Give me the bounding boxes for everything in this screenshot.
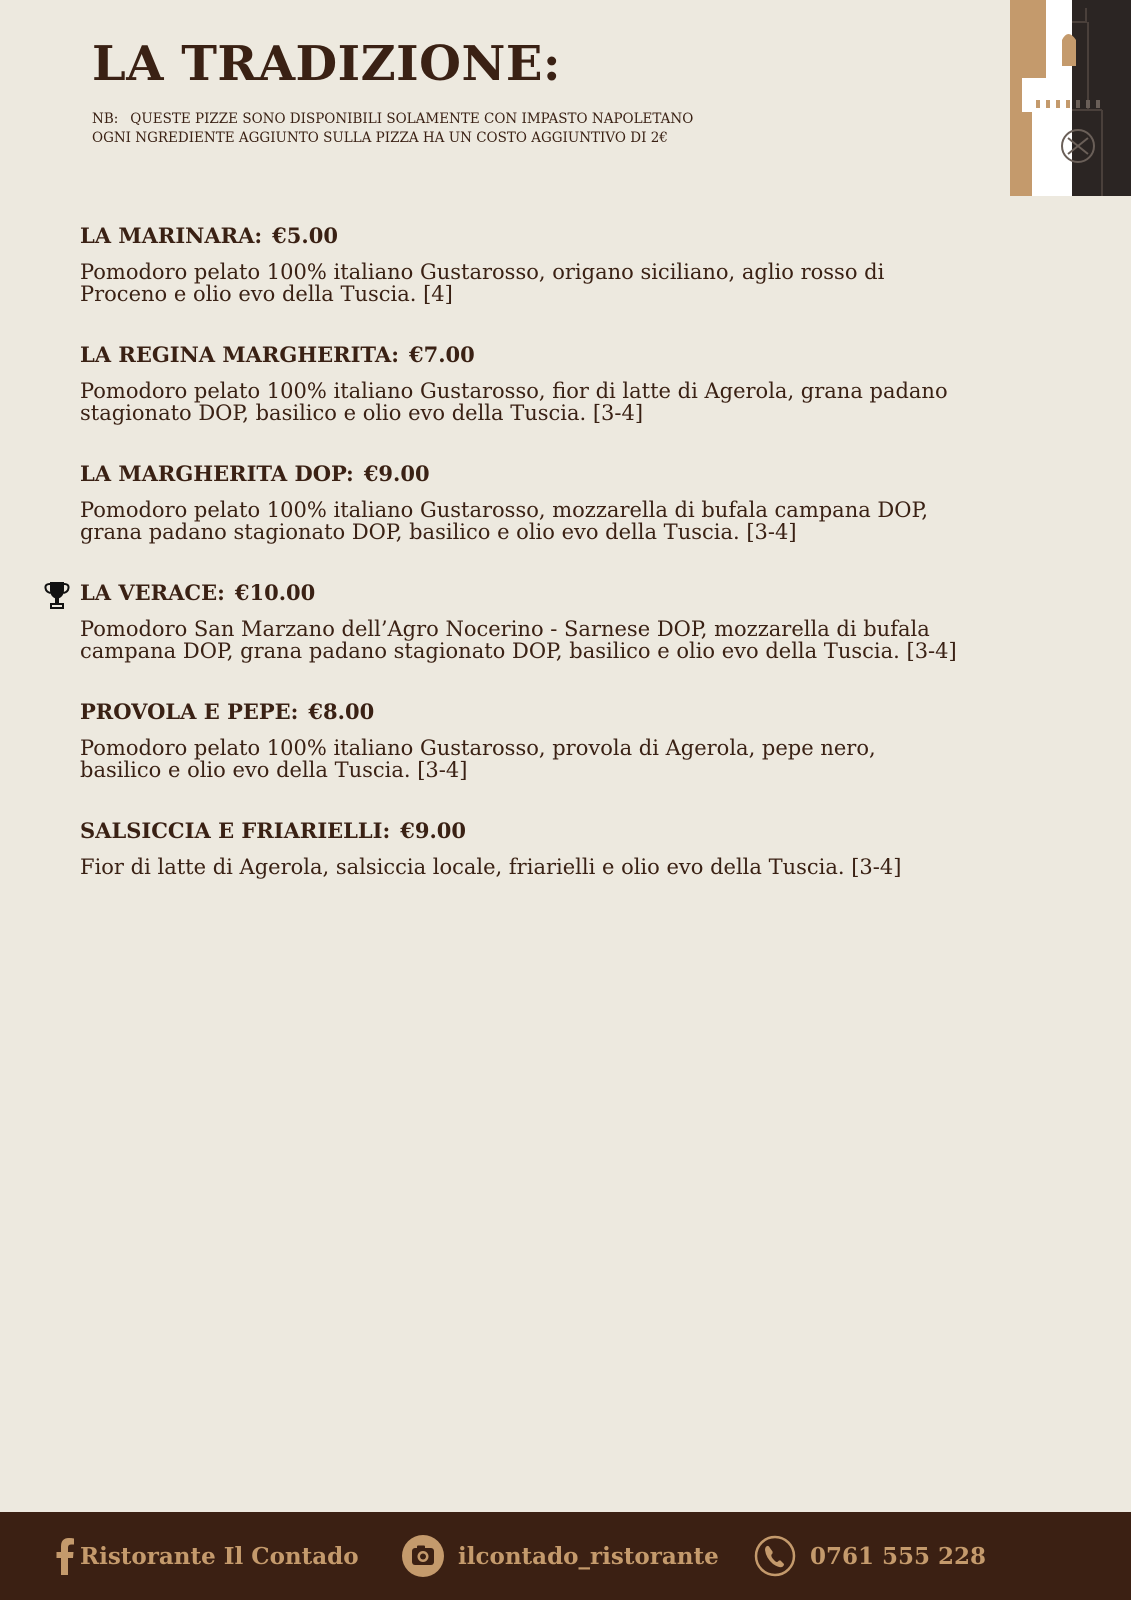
item-price: €5.00: [272, 223, 338, 248]
nb-label: NB:: [92, 111, 119, 127]
instagram-icon: [402, 1535, 444, 1577]
item-description: Pomodoro San Marzano dell’Agro Nocerino - Sarnese DOP, mozzarella di bufala campana DOP, grana padano stagionato DOP, basilico e olio evo della Tuscia. [3-4]: [80, 617, 957, 663]
item-name: LA MARINARA:: [80, 223, 263, 248]
item-price: €10.00: [234, 580, 316, 605]
item-price: €7.00: [408, 342, 475, 367]
item-price: €8.00: [308, 699, 375, 724]
menu-item-header: [80, 815, 980, 847]
item-price: €9.00: [400, 818, 467, 843]
item-name: LA REGINA MARGHERITA:: [80, 342, 399, 367]
note-line-1: [92, 110, 693, 129]
footer-instagram[interactable]: [402, 1512, 719, 1600]
phone-label: 0761 555 228: [810, 1542, 987, 1570]
facebook-icon: [56, 1537, 74, 1575]
menu-notes: [92, 110, 693, 148]
menu-item-margherita-dop: [80, 458, 980, 543]
menu-item-header: [80, 577, 980, 609]
trophy-icon: [44, 580, 70, 610]
item-description: Fior di latte di Agerola, salsiccia locale, friarielli e olio evo della Tuscia. [3-4]: [80, 855, 902, 879]
footer-phone[interactable]: [754, 1512, 986, 1600]
item-name: LA VERACE:: [80, 580, 225, 605]
menu-item-header: [80, 458, 980, 490]
item-description: Pomodoro pelato 100% italiano Gustarosso, provola di Agerola, pepe nero, basilico e olio evo della Tuscia. [3-4]: [80, 736, 876, 782]
menu-item-header: [80, 696, 980, 728]
pizza-menu: [80, 220, 980, 912]
menu-item-header: [80, 220, 980, 252]
phone-icon: [754, 1535, 796, 1577]
item-price: €9.00: [363, 461, 430, 486]
instagram-label: ilcontado_ristorante: [458, 1542, 719, 1570]
page-title: LA TRADIZIONE:: [92, 36, 562, 92]
menu-item-regina-margherita: [80, 339, 980, 424]
item-description: Pomodoro pelato 100% italiano Gustarosso, fior di latte di Agerola, grana padano stagionato DOP, basilico e olio evo della Tuscia. [3-4]: [80, 379, 948, 425]
footer-facebook[interactable]: [56, 1512, 359, 1600]
menu-item-verace: [80, 577, 980, 662]
menu-item-marinara: [80, 220, 980, 305]
item-description: Pomodoro pelato 100% italiano Gustarosso, origano siciliano, aglio rosso di Proceno e olio evo della Tuscia. [4]: [80, 260, 885, 306]
note-line-2: OGNI NGREDIENTE AGGIUNTO SULLA PIZZA HA UN COSTO AGGIUNTIVO DI 2€: [92, 130, 668, 146]
facebook-label: Ristorante Il Contado: [80, 1542, 359, 1570]
menu-item-provola-e-pepe: [80, 696, 980, 781]
item-name: PROVOLA E PEPE:: [80, 699, 299, 724]
item-name: LA MARGHERITA DOP:: [80, 461, 354, 486]
note-napoletano: QUESTE PIZZE SONO DISPONIBILI SOLAMENTE CON IMPASTO NAPOLETANO: [130, 111, 694, 127]
menu-item-salsiccia-e-friarielli: [80, 815, 980, 878]
menu-item-header: [80, 339, 980, 371]
tower-logo: [1010, 0, 1131, 196]
item-description: Pomodoro pelato 100% italiano Gustarosso, mozzarella di bufala campana DOP, grana padano stagionato DOP, basilico e olio evo della Tuscia. [3-4]: [80, 498, 929, 544]
item-name: SALSICCIA E FRIARIELLI:: [80, 818, 391, 843]
contact-footer: [0, 1512, 1131, 1600]
